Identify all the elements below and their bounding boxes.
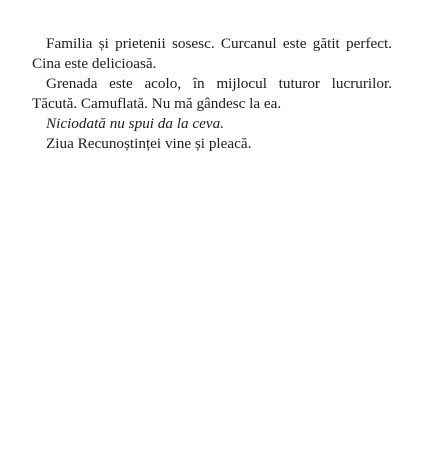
paragraph-thanksgiving: Ziua Recunoștinței vine și pleacă.: [46, 135, 252, 152]
paragraph-arrival: Familia și prietenii sosesc. Curcanul este gătit perfect. Cina este delicioasă.: [32, 35, 392, 72]
page-body: [32, 34, 392, 154]
paragraph-grenade: Grenada este acolo, în mijlocul tuturor lucrurilor. Tăcută. Camuflată. Nu mă gândesc la ea.: [32, 75, 392, 112]
paragraph-italic-thought: Niciodată nu spui da la ceva.: [46, 115, 225, 132]
